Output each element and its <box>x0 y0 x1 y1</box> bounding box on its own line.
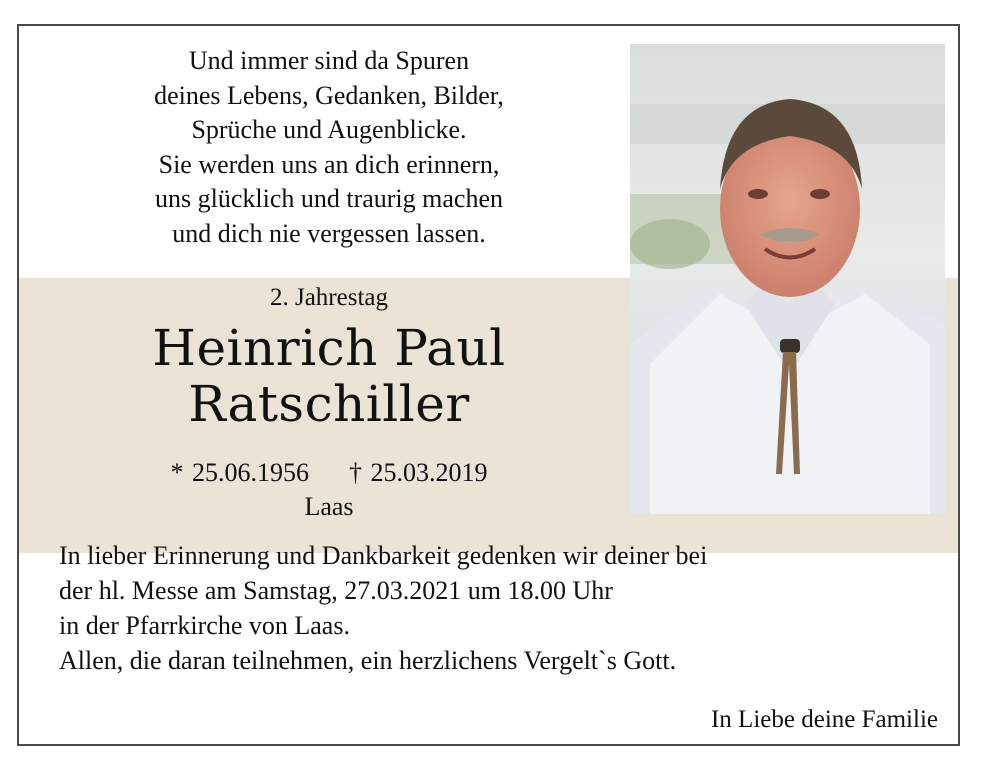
portrait-image <box>630 44 945 514</box>
obituary-card <box>17 24 960 746</box>
name-last: Ratschiller <box>188 375 470 433</box>
mass-notice <box>59 538 939 678</box>
death-date: † 25.03.2019 <box>349 458 488 487</box>
poem-line: Und immer sind da Spuren <box>188 46 470 75</box>
life-dates <box>99 458 559 488</box>
portrait-photo <box>630 44 945 514</box>
anniversary-label: 2. Jahrestag <box>269 284 389 311</box>
memorial-poem <box>69 44 589 251</box>
notice-line: der hl. Messe am Samstag, 27.03.2021 um 18.00 Uhr <box>59 576 613 605</box>
deceased-name <box>79 320 579 432</box>
poem-line: Sprüche und Augenblicke. <box>191 115 467 144</box>
notice-line: In lieber Erinnerung und Dankbarkeit gedenken wir deiner bei <box>59 541 708 570</box>
poem-line: deines Lebens, Gedanken, Bilder, <box>154 80 504 110</box>
poem-line: und dich nie vergessen lassen. <box>172 218 486 248</box>
notice-line: Allen, die daran teilnehmen, ein herzlichens Vergelt`s Gott. <box>59 646 677 675</box>
poem-line: Sie werden uns an dich erinnern, <box>158 149 500 179</box>
hometown: Laas <box>304 492 354 521</box>
name-first: Heinrich Paul <box>152 319 506 377</box>
family-signature: In Liebe deine Familie <box>710 706 938 733</box>
notice-line: in der Pfarrkirche von Laas. <box>59 611 350 640</box>
poem-line: uns glücklich und traurig machen <box>154 184 504 213</box>
birth-date: * 25.06.1956 <box>170 458 309 487</box>
